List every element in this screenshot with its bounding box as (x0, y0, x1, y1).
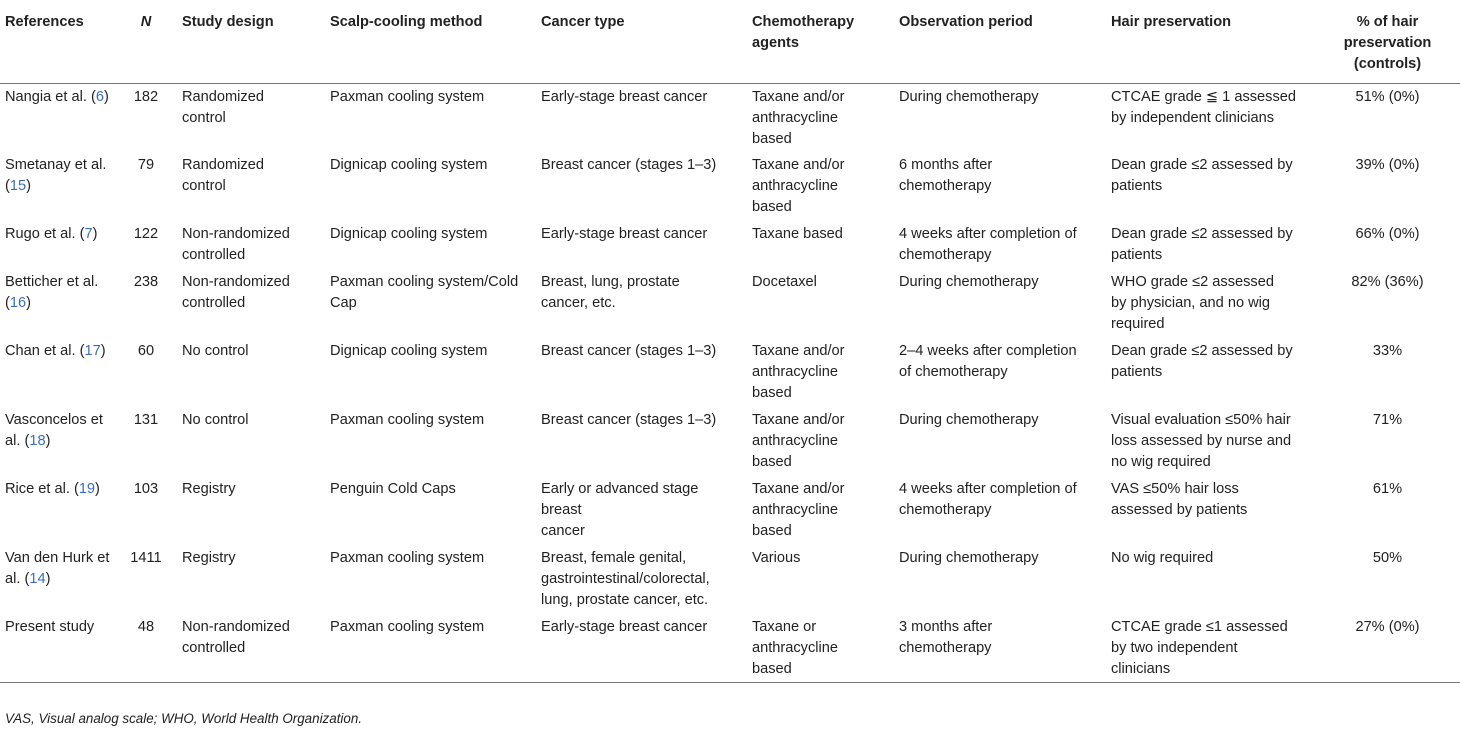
cell-study-design-line: Randomized (182, 157, 264, 173)
cell-cancer-type-line: cancer (541, 523, 585, 539)
reference-text: Nangia et al. (5, 88, 87, 105)
cell-chemotherapy-agents-line: Taxane based (752, 226, 843, 242)
cell-hair-preservation-line: Visual evaluation ≤50% hair (1111, 412, 1291, 428)
reference-text: Smetanay et al. (5, 157, 107, 173)
cell-observation-period (893, 545, 1105, 614)
cell-cancer-type-line: Early-stage breast cancer (541, 88, 708, 105)
cell-chemotherapy-agents (746, 614, 893, 682)
cell-chemotherapy-agents-line: based (752, 523, 792, 539)
cell-observation-period-line: During chemotherapy (899, 550, 1039, 566)
cell-study-design-line: controlled (182, 247, 246, 263)
cell-chemotherapy-agents-line: based (752, 385, 792, 401)
cell-n: 60 (137, 343, 155, 359)
cell-scalp-cooling-method: Paxman cooling system (330, 619, 485, 635)
cell-hair-preservation (1105, 338, 1315, 407)
cell-study-design (176, 83, 324, 152)
cell-observation-period (893, 476, 1105, 545)
cell-hair-preservation-line: required (1111, 316, 1165, 332)
cell-cancer-type (535, 152, 746, 221)
cell-pct-hair-preservation: 27% (0%) (1355, 619, 1420, 635)
cell-cancer-type-line: cancer, etc. (541, 295, 616, 311)
cell-observation-period (893, 338, 1105, 407)
cell-observation-period (893, 407, 1105, 476)
cell-study-design-line: Non-randomized (182, 619, 290, 635)
cell-scalp-cooling-method: Paxman cooling system/Cold Cap (330, 274, 519, 311)
cell-study-design-line: control (182, 109, 226, 126)
cell-cancer-type (535, 476, 746, 545)
cell-scalp-cooling-method: Paxman cooling system (330, 88, 485, 105)
cell-study-design-line: Randomized (182, 88, 264, 105)
citation-link[interactable]: 15 (9, 178, 27, 194)
table-header (0, 6, 1460, 83)
cell-cancer-type (535, 269, 746, 338)
cell-chemotherapy-agents-line: anthracycline (752, 109, 838, 126)
cell-hair-preservation-line: no wig required (1111, 454, 1211, 470)
header-observation-period: Observation period (899, 14, 1033, 30)
cell-chemotherapy-agents-line: based (752, 454, 792, 470)
cell-chemotherapy-agents-line: Docetaxel (752, 274, 817, 290)
cell-chemotherapy-agents-line: Various (752, 550, 801, 566)
cell-cancer-type-line: Breast cancer (stages 1–3) (541, 412, 717, 428)
cell-observation-period-line: 4 weeks after completion of (899, 226, 1077, 242)
cell-n: 79 (137, 157, 155, 173)
header-study-design: Study design (182, 14, 274, 30)
cell-cancer-type-line: Breast cancer (stages 1–3) (541, 343, 717, 359)
cell-cancer-type-line: Breast, lung, prostate (541, 274, 680, 290)
reference-text: Rice et al. (5, 481, 70, 497)
cell-cancer-type (535, 614, 746, 682)
cell-chemotherapy-agents-line: anthracycline (752, 364, 838, 380)
cell-observation-period-line: of chemotherapy (899, 364, 1008, 380)
cell-hair-preservation (1105, 83, 1315, 152)
cell-observation-period-line: During chemotherapy (899, 412, 1039, 428)
cell-chemotherapy-agents-line: Taxane and/or (752, 481, 845, 497)
cell-study-design (176, 545, 324, 614)
cell-pct-hair-preservation: 71% (1372, 412, 1403, 428)
cell-cancer-type (535, 338, 746, 407)
cell-hair-preservation-line: VAS ≤50% hair loss (1111, 481, 1239, 497)
table-footnote: VAS, Visual analog scale; WHO, World Health Organization. (5, 711, 363, 726)
studies-table (0, 6, 1460, 683)
cell-scalp-cooling-method: Dignicap cooling system (330, 226, 488, 242)
citation-link[interactable]: 18 (29, 433, 46, 449)
cell-observation-period-line: chemotherapy (899, 640, 992, 656)
cell-study-design-line: Registry (182, 481, 236, 497)
reference-text: Betticher et al. (5, 274, 99, 290)
cell-cancer-type (535, 407, 746, 476)
citation-link[interactable]: 6 (95, 88, 104, 105)
cell-cancer-type-line: Breast, female genital, (541, 550, 687, 566)
cell-study-design-line: control (182, 178, 226, 194)
cell-chemotherapy-agents (746, 269, 893, 338)
cell-chemotherapy-agents-line: anthracycline (752, 640, 838, 656)
header-row (0, 6, 1460, 83)
table-row (0, 269, 1460, 338)
header-chemotherapy-agents: Chemotherapy agents (752, 14, 855, 51)
cell-cancer-type-line: breast (541, 502, 582, 518)
cell-chemotherapy-agents-line: Taxane and/or (752, 412, 845, 428)
cell-observation-period (893, 221, 1105, 269)
cell-chemotherapy-agents (746, 476, 893, 545)
table-row (0, 338, 1460, 407)
table-row (0, 152, 1460, 221)
cell-hair-preservation (1105, 407, 1315, 476)
cell-observation-period-line: 3 months after (899, 619, 993, 635)
cell-observation-period-line: chemotherapy (899, 178, 992, 194)
cell-hair-preservation-line: Dean grade ≤2 assessed by (1111, 226, 1293, 242)
reference-text: Vasconcelos et al. (5, 412, 103, 449)
cell-study-design-line: Non-randomized (182, 226, 290, 242)
cell-chemotherapy-agents-line: Taxane and/or (752, 343, 845, 359)
cell-n: 1411 (130, 550, 162, 566)
cell-hair-preservation-line: by independent clinicians (1111, 109, 1275, 126)
cell-study-design (176, 614, 324, 682)
cell-pct-hair-preservation: 82% (36%) (1351, 274, 1424, 290)
cell-cancer-type-line: Early or advanced stage (541, 481, 699, 497)
cell-scalp-cooling-method: Paxman cooling system (330, 550, 485, 566)
cell-observation-period-line: 2–4 weeks after completion (899, 343, 1077, 359)
table-row (0, 545, 1460, 614)
citation-link[interactable]: 17 (84, 343, 101, 359)
cell-hair-preservation-line: CTCAE grade ≦ 1 assessed (1111, 88, 1297, 105)
cell-observation-period-line: 6 months after (899, 157, 993, 173)
cell-reference: Nangia et al. (6) (5, 88, 109, 105)
header-scalp-cooling-method: Scalp-cooling method (330, 14, 483, 30)
citation-link[interactable]: 16 (9, 295, 27, 311)
cell-study-design (176, 476, 324, 545)
cell-chemotherapy-agents-line: Taxane and/or (752, 88, 845, 105)
cell-reference: Van den Hurk et al. (14) (5, 550, 110, 587)
citation-link[interactable]: 19 (78, 481, 96, 497)
cell-chemotherapy-agents (746, 407, 893, 476)
cell-scalp-cooling-method: Dignicap cooling system (330, 157, 488, 173)
reference-text: Rugo et al. (5, 226, 76, 242)
cell-pct-hair-preservation: 51% (0%) (1355, 88, 1420, 105)
cell-cancer-type-line: lung, prostate cancer, etc. (541, 592, 709, 608)
table-row (0, 221, 1460, 269)
cell-reference: Rugo et al. (7) (5, 226, 98, 242)
cell-observation-period-line: chemotherapy (899, 247, 992, 263)
cell-observation-period-line: During chemotherapy (899, 274, 1039, 290)
reference-text: Chan et al. (5, 343, 76, 359)
cell-chemotherapy-agents-line: anthracycline (752, 502, 838, 518)
cell-hair-preservation (1105, 152, 1315, 221)
cell-cancer-type-line: Early-stage breast cancer (541, 619, 708, 635)
table-row (0, 476, 1460, 545)
cell-study-design (176, 152, 324, 221)
cell-study-design (176, 221, 324, 269)
cell-chemotherapy-agents-line: based (752, 199, 792, 215)
cell-hair-preservation (1105, 476, 1315, 545)
cell-observation-period (893, 83, 1105, 152)
cell-hair-preservation-line: patients (1111, 247, 1163, 263)
cell-study-design (176, 338, 324, 407)
cell-cancer-type (535, 545, 746, 614)
cell-chemotherapy-agents (746, 152, 893, 221)
cell-hair-preservation-line: WHO grade ≤2 assessed (1111, 274, 1274, 290)
cell-pct-hair-preservation: 61% (1372, 481, 1403, 497)
cell-chemotherapy-agents (746, 83, 893, 152)
cell-study-design-line: No control (182, 343, 249, 359)
cell-observation-period (893, 152, 1105, 221)
cell-n: 48 (137, 619, 155, 635)
header-pct-hair-preservation: % of hair preservation (controls) (1343, 14, 1432, 72)
cell-hair-preservation (1105, 545, 1315, 614)
cell-hair-preservation (1105, 221, 1315, 269)
cell-chemotherapy-agents-line: anthracycline (752, 433, 838, 449)
cell-chemotherapy-agents-line: Taxane and/or (752, 157, 845, 173)
cell-reference (0, 614, 126, 682)
cell-study-design-line: No control (182, 412, 249, 428)
cell-chemotherapy-agents-line: Taxane or (752, 619, 817, 635)
cell-reference: Betticher et al. (16) (5, 274, 99, 311)
cell-reference: Chan et al. (17) (5, 343, 106, 359)
cell-hair-preservation-line: by two independent (1111, 640, 1238, 656)
header-hair-preservation: Hair preservation (1111, 14, 1232, 30)
cell-n: 122 (133, 226, 159, 242)
cell-cancer-type-line: Breast cancer (stages 1–3) (541, 157, 717, 173)
cell-pct-hair-preservation: 50% (1372, 550, 1403, 566)
cell-hair-preservation-line: patients (1111, 364, 1163, 380)
cell-scalp-cooling-method: Paxman cooling system (330, 412, 485, 428)
cell-study-design-line: Registry (182, 550, 236, 566)
cell-cancer-type-line: Early-stage breast cancer (541, 226, 708, 242)
cell-scalp-cooling-method: Penguin Cold Caps (330, 481, 456, 497)
cell-hair-preservation-line: patients (1111, 178, 1163, 194)
cell-hair-preservation-line: CTCAE grade ≤1 assessed (1111, 619, 1288, 635)
cell-cancer-type (535, 221, 746, 269)
cell-hair-preservation-line: Dean grade ≤2 assessed by (1111, 157, 1293, 173)
cell-scalp-cooling-method: Dignicap cooling system (330, 343, 488, 359)
reference-text: Van den Hurk et al. (5, 550, 110, 587)
cell-chemotherapy-agents-line: anthracycline (752, 178, 838, 194)
cell-n: 103 (133, 481, 159, 497)
cell-hair-preservation-line: by physician, and no wig (1111, 295, 1271, 311)
table-row (0, 407, 1460, 476)
cell-hair-preservation-line: loss assessed by nurse and (1111, 433, 1292, 449)
cell-study-design (176, 407, 324, 476)
citation-link[interactable]: 14 (29, 571, 46, 587)
header-n: N (140, 14, 152, 30)
cell-hair-preservation-line: Dean grade ≤2 assessed by (1111, 343, 1293, 359)
header-cancer-type: Cancer type (541, 14, 625, 30)
cell-observation-period (893, 269, 1105, 338)
cell-observation-period (893, 614, 1105, 682)
cell-hair-preservation-line: No wig required (1111, 550, 1214, 566)
cell-n: 131 (133, 412, 159, 428)
cell-study-design-line: Non-randomized (182, 274, 290, 290)
cell-hair-preservation-line: clinicians (1111, 661, 1171, 677)
cell-n: 238 (133, 274, 159, 290)
cell-cancer-type-line: gastrointestinal/colorectal, (541, 571, 710, 587)
table-body (0, 83, 1460, 682)
citation-link[interactable]: 7 (84, 226, 93, 242)
cell-reference: Rice et al. (19) (5, 481, 100, 497)
cell-chemotherapy-agents (746, 338, 893, 407)
cell-observation-period-line: During chemotherapy (899, 88, 1039, 105)
cell-reference: Vasconcelos et al. (18) (5, 412, 103, 449)
cell-study-design (176, 269, 324, 338)
cell-hair-preservation-line: assessed by patients (1111, 502, 1248, 518)
cell-pct-hair-preservation: 39% (0%) (1355, 157, 1420, 173)
header-references: References (5, 14, 84, 30)
cell-hair-preservation (1105, 269, 1315, 338)
cell-pct-hair-preservation: 33% (1372, 343, 1403, 359)
cell-observation-period-line: 4 weeks after completion of (899, 481, 1077, 497)
cell-pct-hair-preservation: 66% (0%) (1355, 226, 1420, 242)
table-row (0, 614, 1460, 682)
table-row (0, 83, 1460, 152)
cell-observation-period-line: chemotherapy (899, 502, 992, 518)
cell-chemotherapy-agents (746, 221, 893, 269)
cell-study-design-line: controlled (182, 640, 246, 656)
cell-n: 182 (133, 88, 159, 105)
cell-cancer-type (535, 83, 746, 152)
cell-chemotherapy-agents-line: based (752, 130, 792, 147)
cell-study-design-line: controlled (182, 295, 246, 311)
cell-chemotherapy-agents-line: based (752, 661, 792, 677)
cell-chemotherapy-agents (746, 545, 893, 614)
reference-text: Present study (5, 619, 95, 635)
cell-hair-preservation (1105, 614, 1315, 682)
cell-reference: Smetanay et al. (15) (5, 157, 107, 194)
